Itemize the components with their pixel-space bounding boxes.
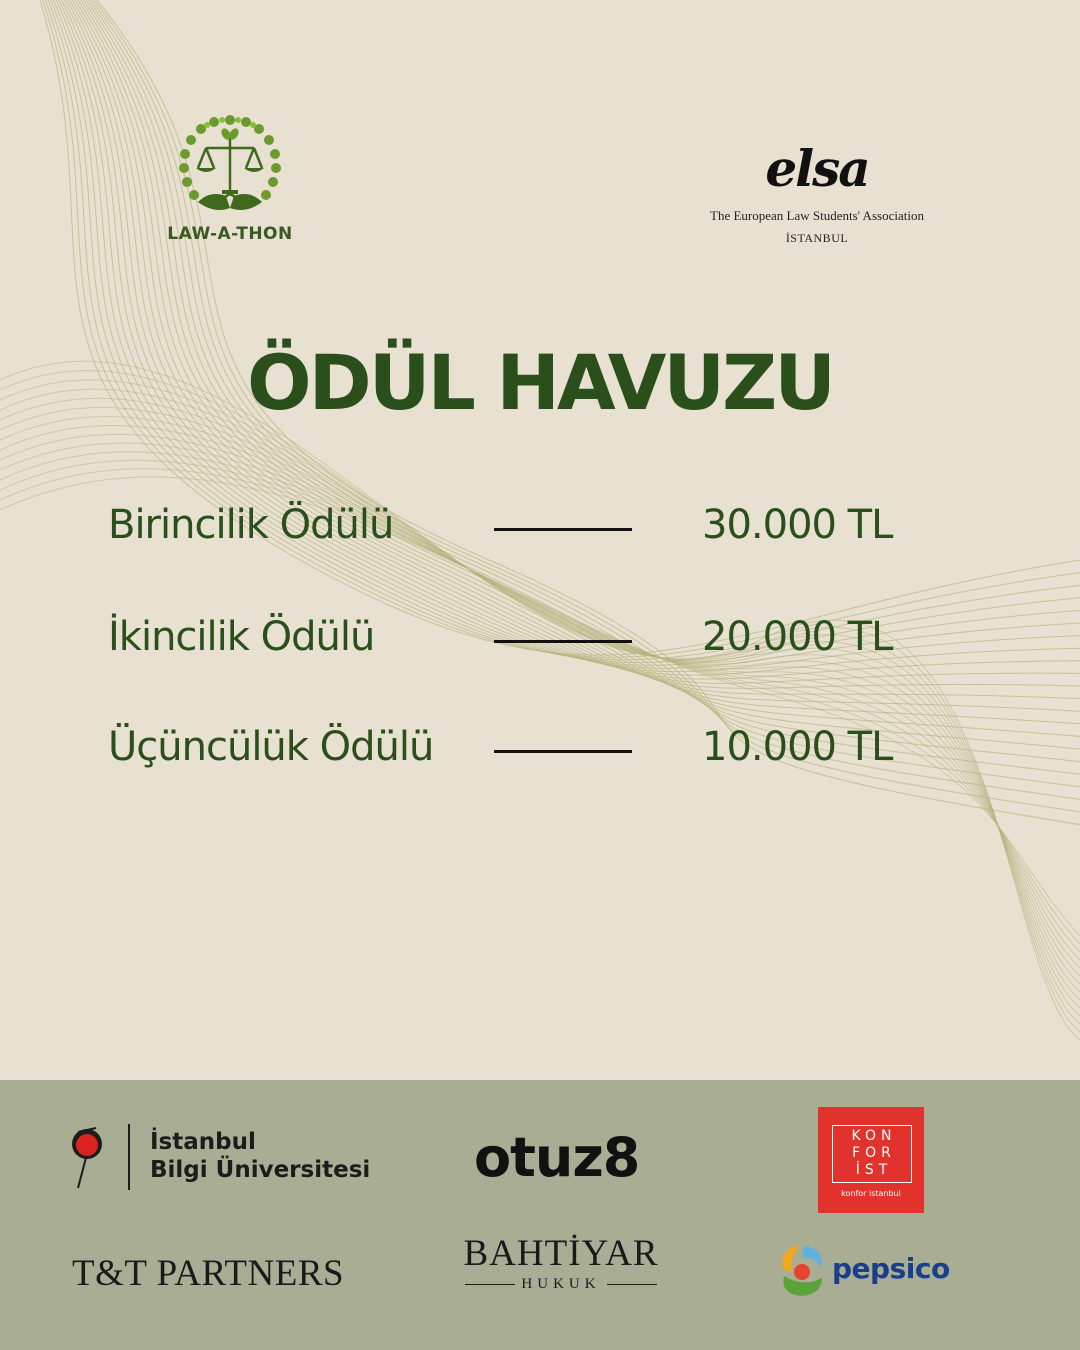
prize-dash	[494, 640, 632, 643]
prize-amount: 30.000 TL	[702, 502, 893, 548]
prize-name: Üçüncülük Ödülü	[108, 724, 434, 770]
bilgi-line1: İstanbul	[150, 1129, 256, 1155]
konfor-line3: İST	[855, 1162, 893, 1178]
prize-row-second	[108, 614, 928, 674]
wave-line	[0, 380, 1080, 1024]
prize-name: Birincilik Ödülü	[108, 502, 394, 548]
bilgi-line2: Bilgi Üniversitesi	[150, 1157, 371, 1183]
konfor-istanbul-logo	[818, 1107, 924, 1213]
bilgi-logo	[66, 1124, 376, 1194]
bahtiyar-main: BAHTİYAR	[463, 1233, 659, 1274]
bilgi-divider	[128, 1124, 130, 1190]
prize-dash	[494, 528, 632, 531]
prize-amount: 10.000 TL	[702, 724, 893, 770]
scales-of-justice-wreath-icon	[174, 110, 286, 222]
bilgi-pin-icon	[66, 1124, 110, 1194]
tt-partners-logo: T&T PARTNERS	[72, 1253, 345, 1294]
elsa-subtitle: The European Law Students' Association	[710, 208, 924, 223]
page-title: ÖDÜL HAVUZU	[247, 338, 833, 427]
header-logos	[0, 0, 1080, 280]
bahtiyar-rule-right	[607, 1284, 657, 1285]
otuz8-logo: otuz8	[474, 1126, 640, 1189]
elsa-wordmark: elsa	[765, 139, 869, 198]
prize-row-first	[108, 502, 928, 562]
konfor-small-text: konfor istanbul	[841, 1189, 901, 1198]
pepsico-wordmark: pepsico	[832, 1252, 950, 1285]
pepsico-logo	[778, 1242, 968, 1302]
lawathon-logo	[160, 110, 300, 244]
prize-row-third	[108, 724, 928, 784]
prize-name: İkincilik Ödülü	[108, 614, 375, 660]
bahtiyar-sub-row	[444, 1276, 678, 1293]
bahtiyar-rule-left	[465, 1284, 515, 1285]
konfor-line1: KON	[851, 1128, 897, 1144]
konfor-frame	[832, 1125, 912, 1183]
bahtiyar-sub: HUKUK	[521, 1276, 601, 1292]
prize-amount: 20.000 TL	[702, 614, 893, 660]
prize-dash	[494, 750, 632, 753]
bahtiyar-hukuk-logo	[444, 1234, 678, 1293]
elsa-logo	[700, 140, 934, 246]
pepsico-leaf-icon	[778, 1242, 828, 1300]
wave-line	[0, 389, 1080, 1016]
elsa-city: İSTANBUL	[785, 231, 849, 245]
wave-line	[0, 361, 1080, 1040]
konfor-letters	[833, 1128, 911, 1179]
lawathon-label: LAW-A-THON	[167, 224, 293, 244]
konfor-line2: FOR	[852, 1145, 896, 1161]
wave-line	[0, 371, 1080, 1032]
bilgi-text	[150, 1128, 370, 1184]
